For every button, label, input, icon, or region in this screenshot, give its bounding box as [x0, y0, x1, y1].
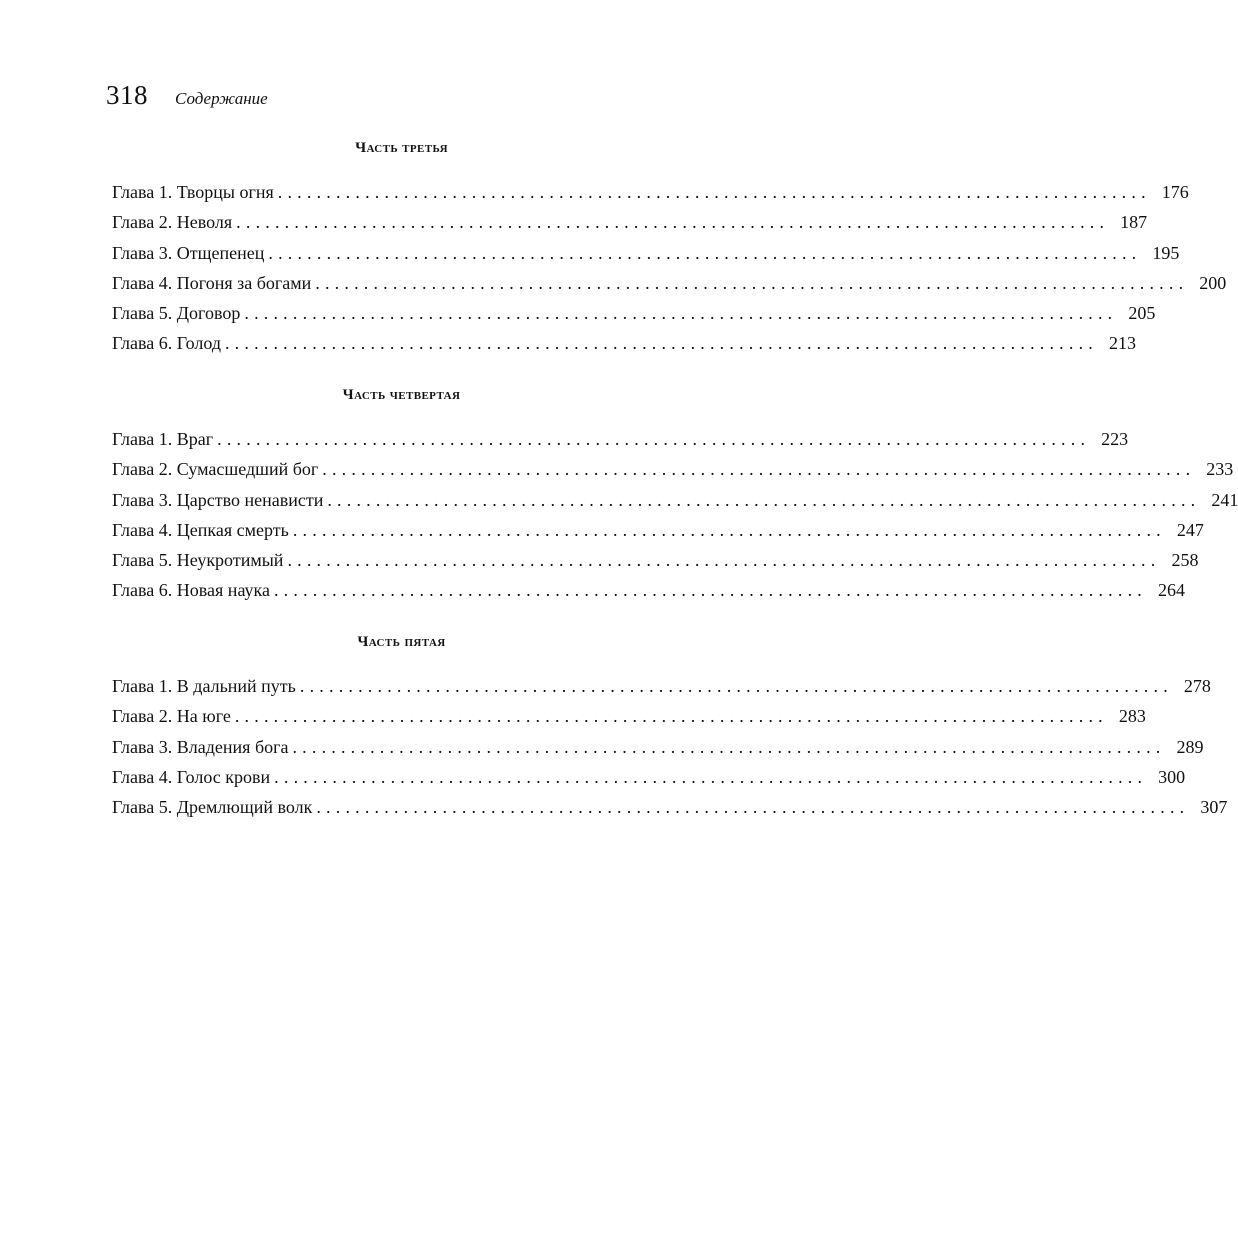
- chapter-page-number: 200: [1199, 272, 1227, 293]
- chapter-list: [112, 177, 1227, 359]
- chapter-title: Глава 6. Голод: [112, 333, 221, 354]
- toc-entry[interactable]: [112, 328, 1136, 358]
- toc-entry[interactable]: [112, 792, 1228, 822]
- chapter-title: Глава 3. Владения бога: [112, 736, 289, 757]
- dot-leader: ..........................................................................................: [299, 676, 1173, 696]
- part-title: Часть третья: [355, 140, 448, 156]
- part-3-section: [112, 137, 1227, 359]
- chapter-page-number: 195: [1152, 242, 1180, 263]
- dot-leader: ..........................................................................................: [217, 429, 1091, 449]
- chapter-page-number: 247: [1176, 519, 1204, 540]
- chapter-page-number: 241: [1211, 489, 1238, 510]
- chapter-page-number: 278: [1183, 676, 1211, 696]
- chapter-page-number: 233: [1206, 459, 1234, 480]
- toc-entry[interactable]: [112, 732, 1204, 762]
- chapter-page-number: 307: [1200, 797, 1228, 818]
- dot-leader: ..........................................................................................: [273, 580, 1147, 601]
- chapter-page-number: 283: [1118, 706, 1146, 727]
- chapter-title: Глава 5. Дремлющий волк: [112, 797, 313, 818]
- chapter-title: Глава 5. Договор: [112, 303, 241, 324]
- toc-entry[interactable]: [112, 454, 1234, 484]
- dot-leader: ..........................................................................................: [292, 736, 1166, 757]
- chapter-title: Глава 4. Погоня за богами: [112, 272, 312, 293]
- chapter-title: Глава 2. Сумасшедший бог: [112, 459, 319, 480]
- toc-entry[interactable]: [112, 177, 1189, 207]
- dot-leader: ..........................................................................................: [277, 182, 1151, 202]
- dot-leader: ..........................................................................................: [224, 333, 1098, 354]
- dot-leader: ..........................................................................................: [234, 706, 1108, 727]
- running-head: [106, 80, 268, 120]
- running-title: Содержание: [175, 89, 268, 108]
- part-5-section: [112, 631, 1228, 822]
- chapter-list: [112, 424, 1238, 606]
- toc-entry[interactable]: [112, 575, 1185, 605]
- toc-entry[interactable]: [112, 515, 1204, 545]
- chapter-title: Глава 1. В дальний путь: [112, 676, 296, 696]
- dot-leader: ..........................................................................................: [327, 489, 1201, 510]
- dot-leader: ..........................................................................................: [236, 212, 1110, 233]
- chapter-page-number: 289: [1176, 736, 1204, 757]
- toc-entry[interactable]: [112, 701, 1146, 731]
- dot-leader: ..........................................................................................: [292, 519, 1166, 540]
- toc-entry[interactable]: [112, 298, 1156, 328]
- chapter-page-number: 258: [1171, 550, 1199, 571]
- toc-entry[interactable]: [112, 207, 1148, 237]
- chapter-title: Глава 3. Отщепенец: [112, 242, 265, 263]
- dot-leader: ..........................................................................................: [316, 797, 1190, 818]
- chapter-title: Глава 1. Враг: [112, 429, 214, 449]
- page-number: 318: [106, 80, 148, 110]
- dot-leader: ..........................................................................................: [287, 550, 1161, 571]
- toc-entry[interactable]: [112, 238, 1180, 268]
- dot-leader: ..........................................................................................: [268, 242, 1142, 263]
- chapter-title: Глава 6. Новая наука: [112, 580, 270, 601]
- toc-entry[interactable]: [112, 545, 1199, 575]
- chapter-title: Глава 4. Цепкая смерть: [112, 519, 289, 540]
- chapter-title: Глава 4. Голос крови: [112, 766, 271, 787]
- toc-entry[interactable]: [112, 268, 1227, 298]
- chapter-title: Глава 1. Творцы огня: [112, 182, 274, 202]
- chapter-title: Глава 2. Неволя: [112, 212, 233, 233]
- toc-entry[interactable]: [112, 671, 1211, 701]
- chapter-list: [112, 671, 1228, 822]
- dot-leader: ..........................................................................................: [322, 459, 1196, 480]
- dot-leader: ..........................................................................................: [274, 766, 1148, 787]
- part-title: Часть пятая: [357, 634, 446, 650]
- chapter-page-number: 176: [1161, 182, 1189, 202]
- chapter-page-number: 187: [1120, 212, 1148, 233]
- chapter-page-number: 264: [1157, 580, 1185, 601]
- toc-entry[interactable]: [112, 762, 1186, 792]
- chapter-title: Глава 2. На юге: [112, 706, 231, 727]
- chapter-title: Глава 3. Царство ненависти: [112, 489, 324, 510]
- chapter-title: Глава 5. Неукротимый: [112, 550, 284, 571]
- dot-leader: ..........................................................................................: [244, 303, 1118, 324]
- chapter-page-number: 300: [1158, 766, 1186, 787]
- part-4-section: [112, 384, 1238, 606]
- chapter-page-number: 213: [1108, 333, 1136, 354]
- toc-entry[interactable]: [112, 424, 1129, 454]
- dot-leader: ..........................................................................................: [315, 272, 1189, 293]
- chapter-page-number: 223: [1101, 429, 1129, 449]
- chapter-page-number: 205: [1128, 303, 1156, 324]
- part-title: Часть четвертая: [342, 387, 461, 403]
- toc-entry[interactable]: [112, 485, 1238, 515]
